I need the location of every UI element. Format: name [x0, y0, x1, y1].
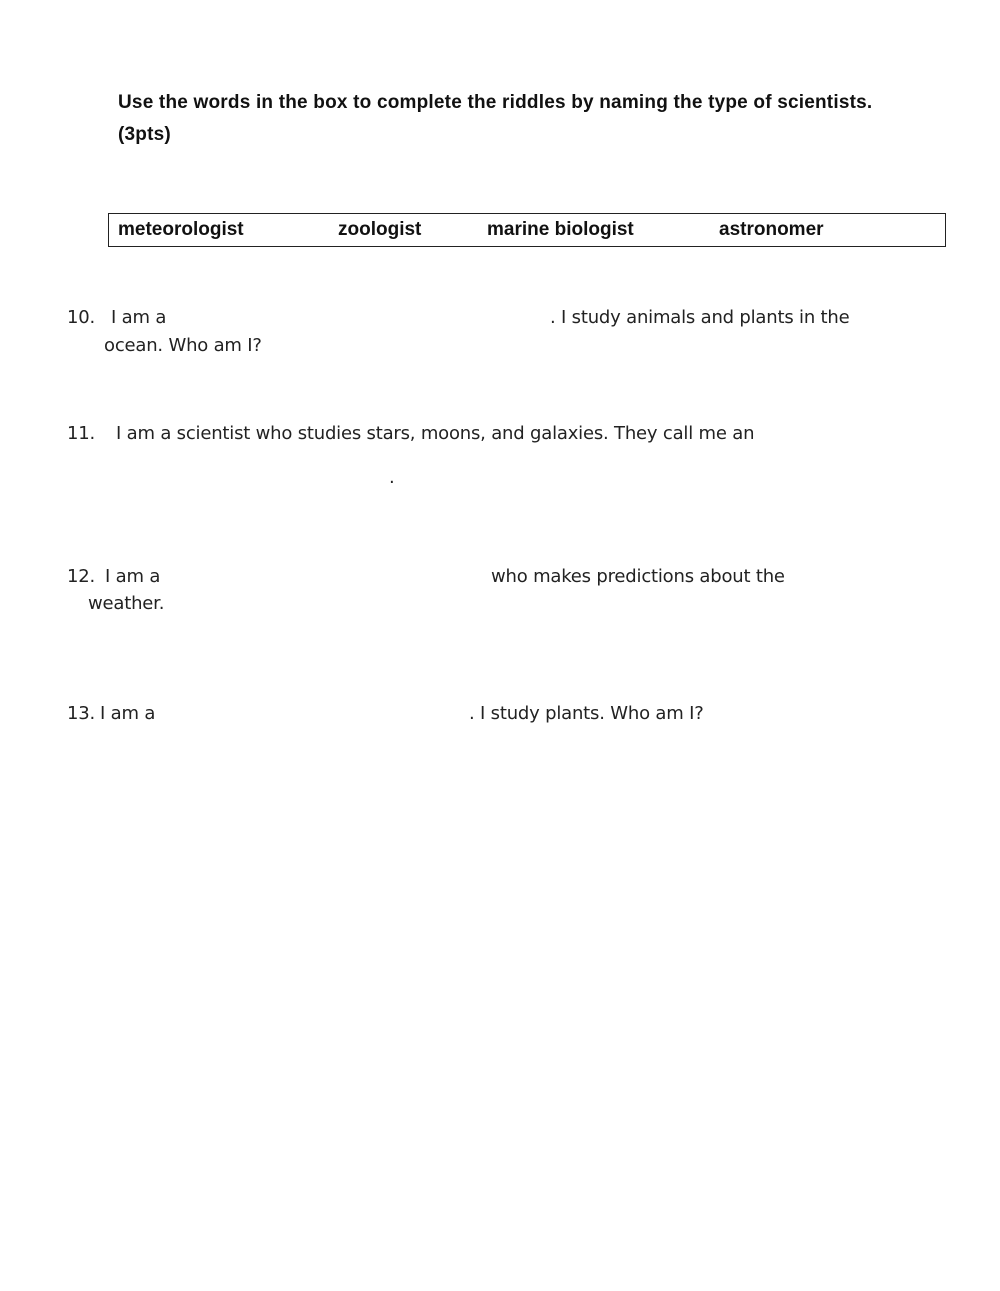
instructions-heading: Use the words in the box to complete the riddles by naming the type of scientists. (3pts) [118, 92, 873, 145]
question-text-after: . I study plants. Who am I? [469, 703, 704, 724]
word-bank-item-zoologist: zoologist [338, 219, 422, 240]
word-bank-item-astronomer: astronomer [719, 219, 824, 240]
question-text-before: I am a [111, 307, 167, 328]
question-text-before: I am a scientist who studies stars, moons, and galaxies. They call me an [116, 423, 755, 444]
question-number: 10. [67, 307, 96, 328]
question-text-after: who makes predictions about the [491, 566, 785, 587]
question-number: 13. [67, 703, 96, 724]
question-number: 11. [67, 423, 96, 444]
question-text-continuation: weather. [88, 593, 165, 614]
answer-blank-10[interactable] [185, 306, 547, 330]
word-bank-box [108, 213, 946, 247]
question-number: 12. [67, 566, 96, 587]
question-text-before: I am a [100, 703, 156, 724]
answer-blank-13[interactable] [170, 702, 466, 726]
question-text-continuation: ocean. Who am I? [104, 335, 262, 356]
question-text-before: I am a [105, 566, 161, 587]
question-text-after: . [389, 467, 395, 488]
question-text-after: . I study animals and plants in the [550, 307, 850, 328]
word-bank-item-marine-biologist: marine biologist [487, 219, 634, 240]
answer-blank-11[interactable] [67, 466, 387, 490]
word-bank-item-meteorologist: meteorologist [118, 219, 244, 240]
answer-blank-12[interactable] [175, 565, 485, 589]
